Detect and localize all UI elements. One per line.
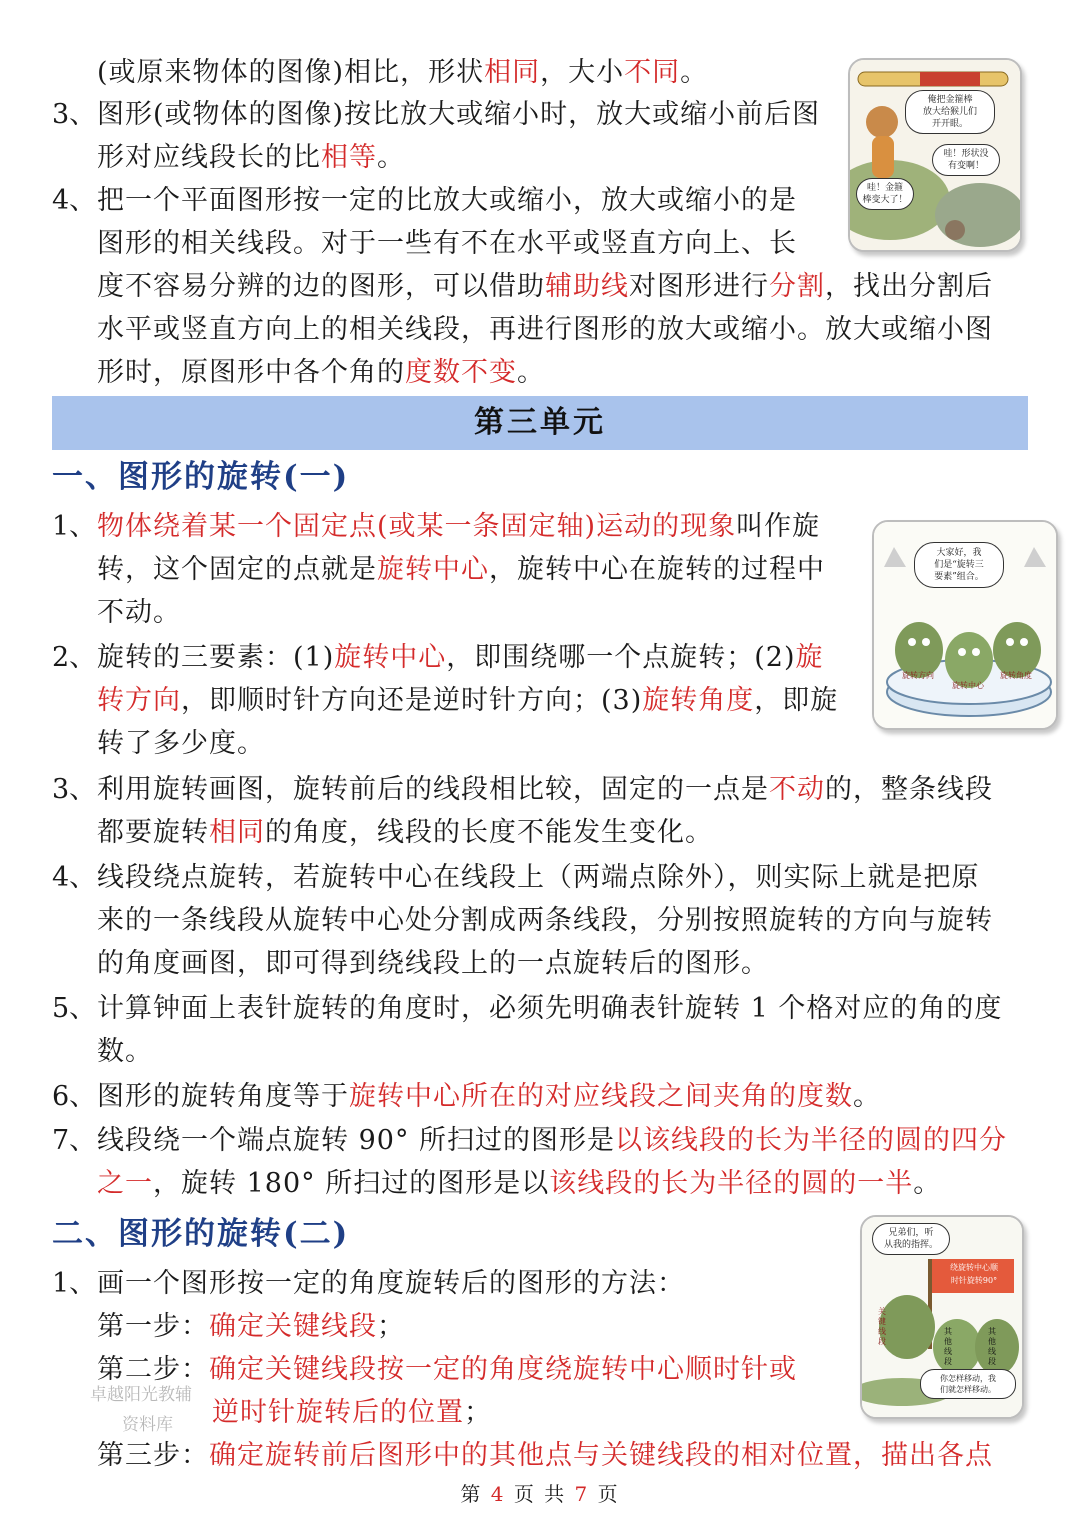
character-label: 旋转角度 — [1000, 671, 1032, 680]
text-line: 物体绕着某一个固定点(或某一条固定轴)运动的现象叫作旋 — [97, 511, 821, 542]
speech-bubble: 俺把金箍棒 放大给猴儿们 开开眼。 — [905, 90, 995, 134]
speech-bubble: 兄弟们，听 从我的指挥。 — [872, 1223, 950, 1255]
unit-title: 第三单元 — [474, 405, 606, 440]
item-number: 1、 — [52, 511, 97, 542]
text-line: 旋转的三要素：(1)旋转中心，即围绕哪一个点旋转；(2)旋 — [97, 642, 824, 673]
flag-text: 绕旋转中心顺 时针旋转90° — [950, 1263, 998, 1285]
unit-title-banner — [52, 396, 1028, 450]
text-line: 的角度画图，即可得到绕线段上的一点旋转后的图形。 — [97, 948, 769, 979]
text-line: 利用旋转画图，旋转前后的线段相比较，固定的一点是不动的，整条线段 — [97, 774, 993, 805]
text-line: 转了多少度。 — [97, 728, 265, 759]
monkey-cartoon — [848, 58, 1022, 252]
item-number: 4、 — [52, 862, 97, 893]
text-line: 画一个图形按一定的角度旋转后的图形的方法： — [97, 1268, 685, 1299]
text-line: 不动。 — [97, 597, 181, 628]
speech-bubble: 哇！形状没 有变啊！ — [932, 144, 1000, 176]
item-number: 1、 — [52, 1268, 97, 1299]
character-label: 旋转方向 — [902, 671, 934, 680]
section-heading: 二、图形的旋转(二) — [52, 1216, 350, 1252]
text-line: 第三步：确定旋转前后图形中的其他点与关键线段的相对位置，描出各点 — [97, 1440, 993, 1471]
page-footer: 第 4 页 共 7 页 — [460, 1482, 620, 1506]
item-number: 6、 — [52, 1081, 97, 1112]
key-segment-cartoon — [860, 1215, 1024, 1419]
character-label: 其他线段 — [988, 1327, 996, 1366]
text-line: 数。 — [97, 1036, 153, 1067]
page-number: 4 — [490, 1482, 506, 1506]
text-line: 来的一条线段从旋转中心处分割成两条线段，分别按照旋转的方向与旋转 — [97, 905, 993, 936]
text-line: 图形的相关线段。对于一些有不在水平或竖直方向上、长 — [97, 228, 797, 259]
text-line: 逆时针旋转后的位置； — [212, 1397, 492, 1428]
speech-bubble: 你怎样移动，我 们就怎样移动。 — [920, 1369, 1016, 1399]
text-line: 度不容易分辨的边的图形，可以借助辅助线对图形进行分割，找出分割后 — [97, 271, 993, 302]
text-line: 图形的旋转角度等于旋转中心所在的对应线段之间夹角的度数。 — [97, 1081, 881, 1112]
text-line: 都要旋转相同的角度，线段的长度不能发生变化。 — [97, 817, 713, 848]
text-line: 图形(或物体的图像)按比放大或缩小时，放大或缩小前后图 — [97, 99, 821, 130]
text-line: (或原来物体的图像)相比，形状相同，大小不同。 — [97, 57, 709, 88]
character-label: 旋转中心 — [952, 681, 984, 690]
text-line: 水平或竖直方向上的相关线段，再进行图形的放大或缩小。放大或缩小图 — [97, 314, 993, 345]
text-line: 转，这个固定的点就是旋转中心，旋转中心在旋转的过程中 — [97, 554, 825, 585]
character-label: 关键线段 — [878, 1307, 886, 1346]
item-number: 5、 — [52, 993, 97, 1024]
watermark: 卓越阳光教辅 — [90, 1385, 192, 1405]
text-line: 把一个平面图形按一定的比放大或缩小，放大或缩小的是 — [97, 185, 797, 216]
speech-bubble: 哇！金箍 棒变大了！ — [856, 178, 914, 210]
text-line: 线段绕一个端点旋转 90° 所扫过的图形是以该线段的长为半径的圆的四分 — [97, 1125, 1008, 1156]
rotation-elements-cartoon — [872, 520, 1058, 730]
text-line: 之一，旋转 180° 所扫过的图形是以该线段的长为半径的圆的一半。 — [97, 1168, 942, 1199]
item-number: 3、 — [52, 774, 97, 805]
section-heading: 一、图形的旋转(一) — [52, 459, 350, 495]
item-number: 7、 — [52, 1125, 97, 1156]
text-line: 第一步：确定关键线段； — [97, 1311, 405, 1342]
item-number: 4、 — [52, 185, 97, 216]
text-line: 转方向，即顺时针方向还是逆时针方向；(3)旋转角度，即旋 — [97, 685, 839, 716]
page-total: 7 — [574, 1482, 590, 1506]
item-number: 2、 — [52, 642, 97, 673]
text-line: 形时，原图形中各个角的度数不变。 — [97, 357, 545, 388]
text-line: 第二步：确定关键线段按一定的角度绕旋转中心顺时针或 — [97, 1354, 797, 1385]
item-number: 3、 — [52, 99, 97, 130]
text-line: 线段绕点旋转，若旋转中心在线段上（两端点除外），则实际上就是把原 — [97, 862, 980, 893]
watermark: 资料库 — [122, 1415, 173, 1435]
character-label: 其他线段 — [944, 1327, 952, 1366]
text-line: 计算钟面上表针旋转的角度时，必须先明确表针旋转 1 个格对应的角的度 — [97, 993, 1003, 1024]
speech-bubble: 大家好，我 们是“旋转三 要素”组合。 — [914, 542, 1004, 588]
text-line: 形对应线段长的比相等。 — [97, 142, 405, 173]
